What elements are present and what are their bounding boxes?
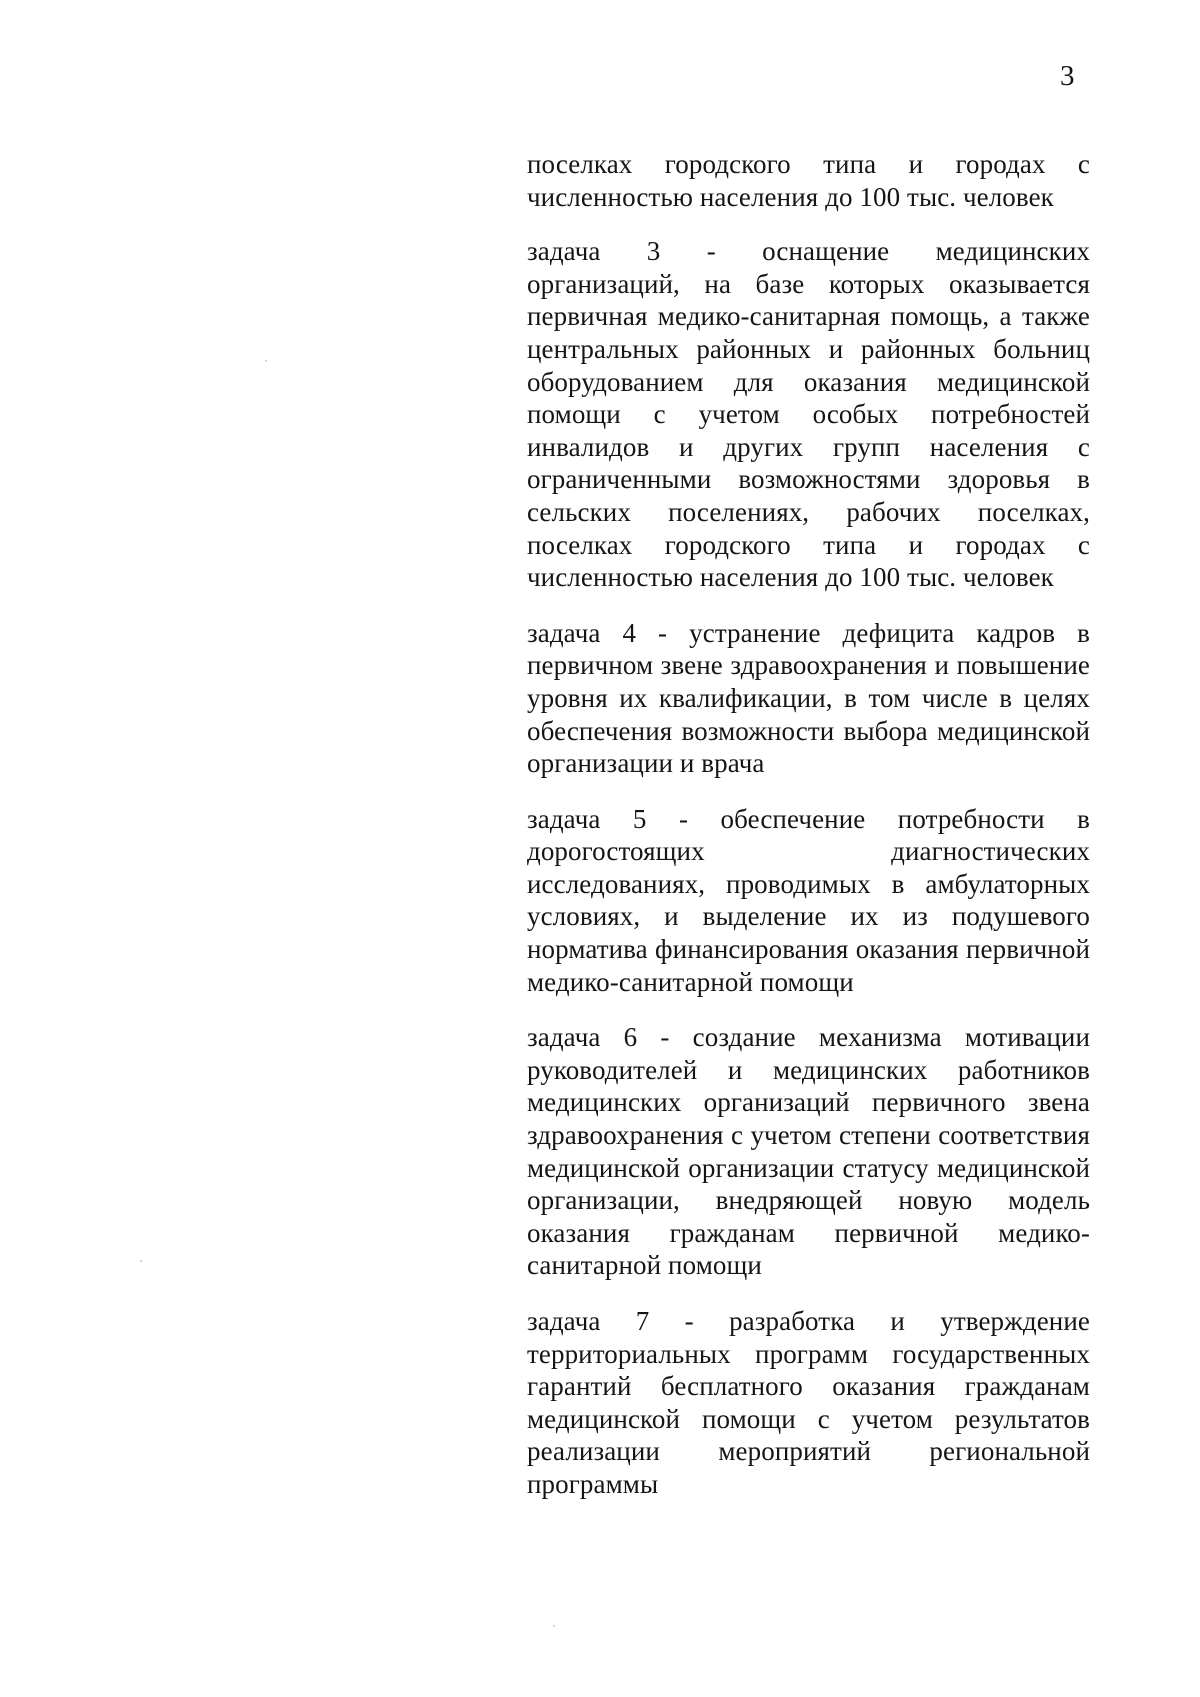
paragraph-task-3: задача 3 - оснащение медицинских организаций, на базе которых оказывается первичная медико-санитарная помощь, а также центральных районных и районных больниц оборудованием для оказания медицинской помощи с учетом особых потребностей инвалидов и других групп населения с ограниченными возможностями здоровья в сельских поселениях, рабочих поселках, поселках городского типа и городах с численностью населения до 100 тыс. человек xyxy=(527,236,1090,593)
text-column xyxy=(527,148,1090,1524)
paragraph-task-6: задача 6 - создание механизма мотивации руководителей и медицинских работников медицинских организаций первичного звена здравоохранения с учетом степени соответствия медицинской организации статусу медицинской организации, внедряющей новую модель оказания гражданам первичной медико-санитарной помощи xyxy=(527,1022,1090,1281)
paragraph-task-5: задача 5 - обеспечение потребности в дорогостоящих диагностических исследованиях, проводимых в амбулаторных условиях, и выделение их из подушевого норматива финансирования оказания первичной медико-санитарной помощи xyxy=(527,803,1090,997)
scan-speck xyxy=(265,360,267,362)
paragraph-continuation: поселках городского типа и городах с численностью населения до 100 тыс. человек xyxy=(527,149,1090,212)
scan-speck xyxy=(553,1625,555,1627)
paragraph-task-7: задача 7 - разработка и утверждение территориальных программ государственных гарантий бесплатного оказания гражданам медицинской помощи с учетом результатов реализации мероприятий региональной программы xyxy=(527,1306,1090,1499)
scan-speck xyxy=(140,1260,142,1262)
paragraph-task-4: задача 4 - устранение дефицита кадров в первичном звене здравоохранения и повышение уровня их квалификации, в том числе в целях обеспечения возможности выбора медицинской организации и врача xyxy=(527,617,1090,779)
page-number: 3 xyxy=(1060,60,1075,92)
